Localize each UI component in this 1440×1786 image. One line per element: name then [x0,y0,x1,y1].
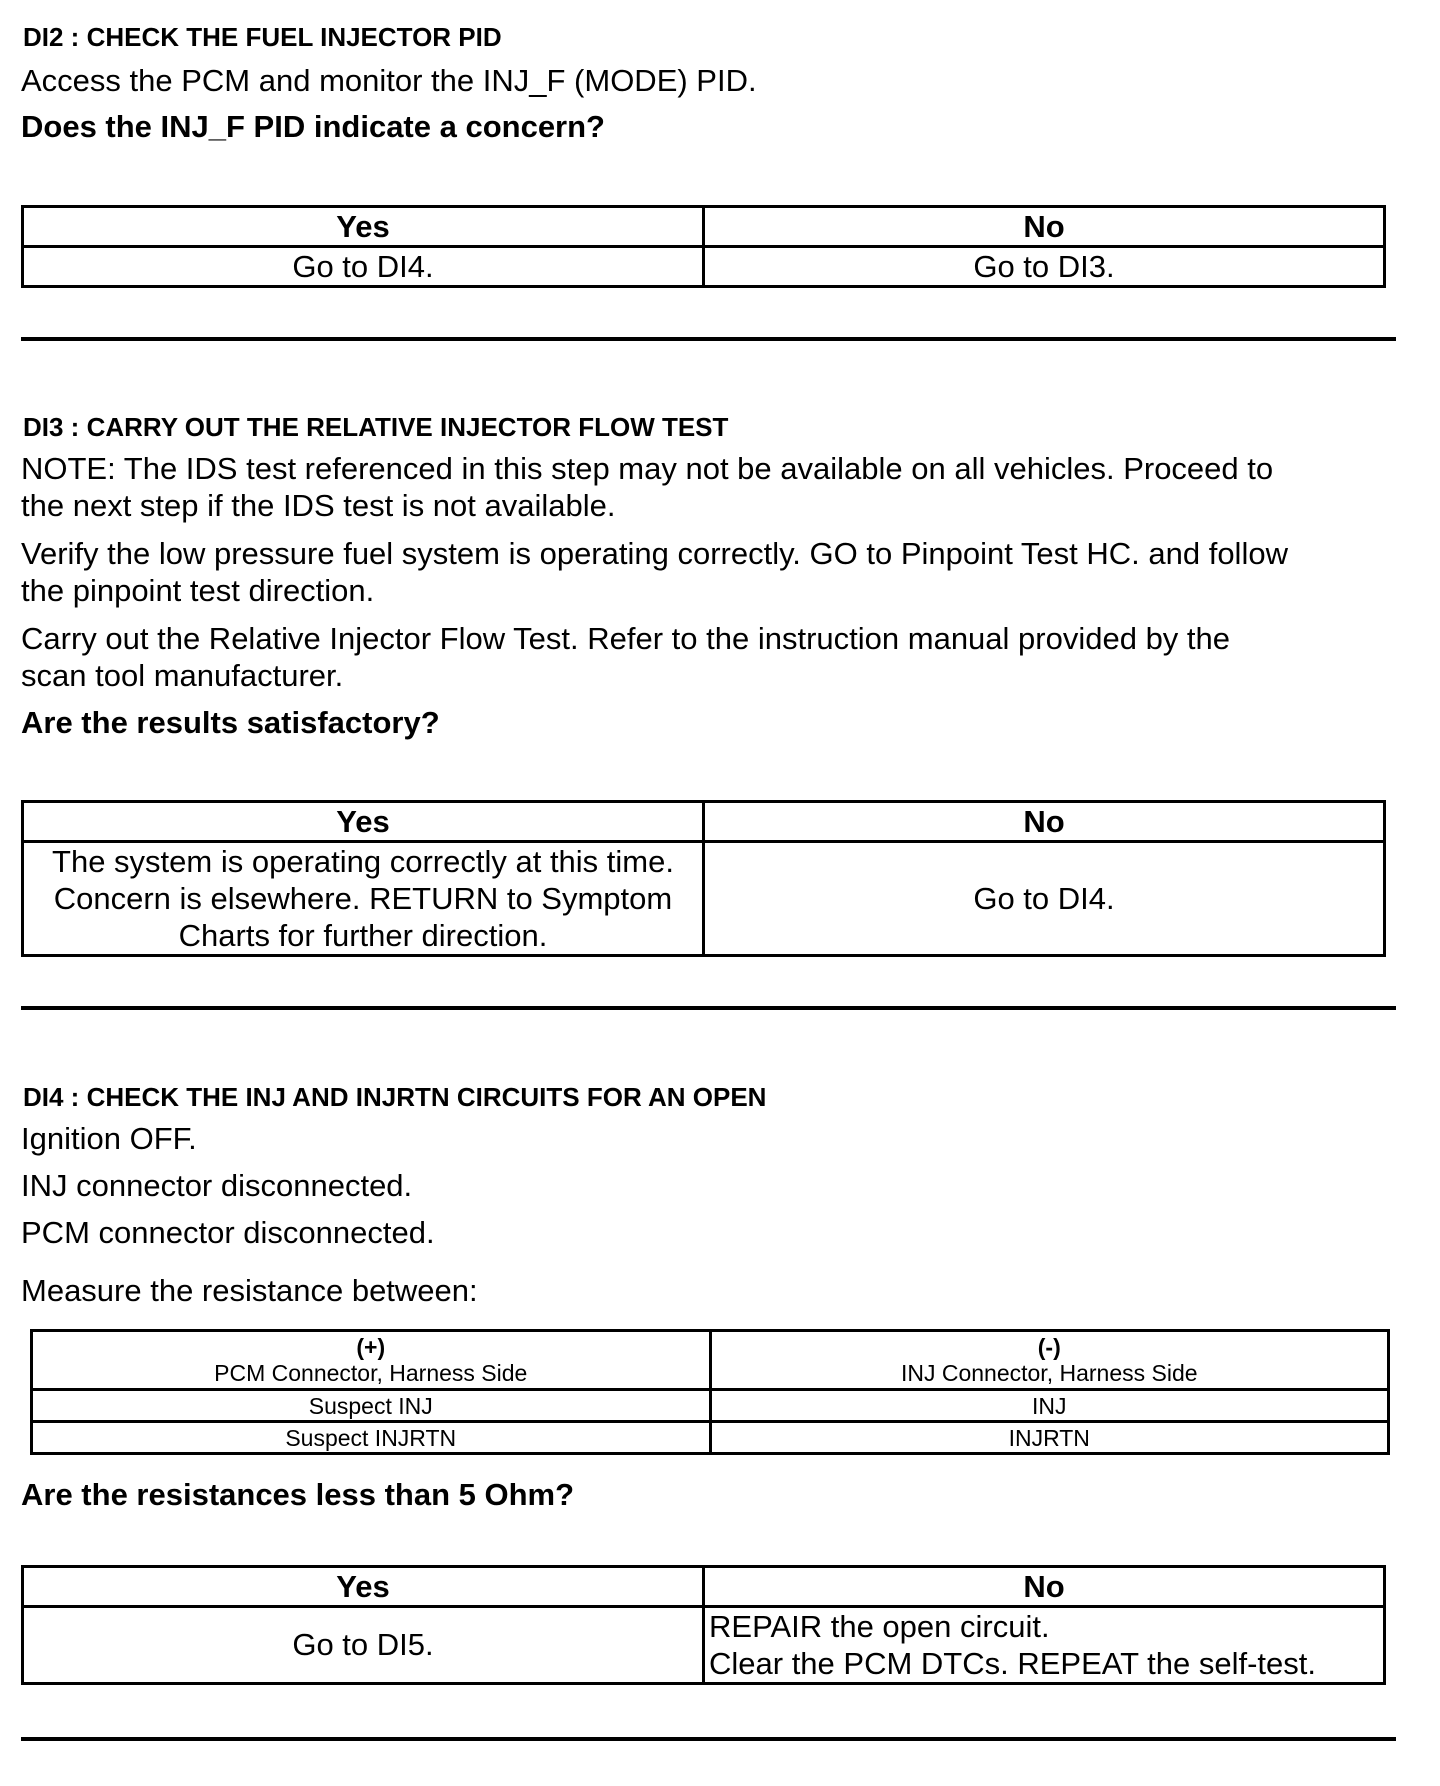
pcm-connector-header [32,1331,711,1390]
di4-measure-label: Measure the resistance between: [21,1273,478,1308]
di3-question: Are the results satisfactory? [21,705,440,740]
measurement-neg-cell: INJ [710,1390,1389,1422]
di2-no-action: Go to DI3. [704,247,1385,287]
measurement-pos-cell: Suspect INJ [32,1390,711,1422]
di4-step: INJ connector disconnected. [21,1168,413,1203]
di2-decision-table [21,205,1386,288]
di4-measurement-table [30,1329,1390,1455]
di4-yes-action: Go to DI5. [23,1607,704,1684]
di4-yes-header: Yes [23,1567,704,1607]
measurement-neg-cell: INJRTN [710,1422,1389,1454]
di4-decision-table [21,1565,1386,1685]
di4-heading: DI4 : CHECK THE INJ AND INJRTN CIRCUITS FOR AN OPEN [23,1082,767,1112]
measurement-pos-cell: Suspect INJRTN [32,1422,711,1454]
di4-no-header: No [704,1567,1385,1607]
di3-carry-out [21,620,1230,694]
di4-question: Are the resistances less than 5 Ohm? [21,1477,575,1512]
inj-connector-header [710,1331,1389,1390]
di4-step: Ignition OFF. [21,1121,197,1156]
di4-no-action [704,1607,1385,1684]
di3-verify [21,535,1288,609]
di3-decision-table [21,800,1386,957]
di3-note [21,450,1273,524]
di4-no-line: Clear the PCM DTCs. REPEAT the self-test. [709,1646,1316,1681]
positive-probe-symbol: (+) [356,1334,386,1360]
di3-verify-line: the pinpoint test direction. [21,573,375,608]
di2-yes-action: Go to DI4. [23,247,704,287]
pcm-connector-label: PCM Connector, Harness Side [214,1360,528,1386]
di2-yes-header: Yes [23,207,704,247]
di3-yes-line: Concern is elsewhere. RETURN to Symptom [53,881,673,916]
section-divider [21,1006,1396,1010]
di3-yes-action [23,842,704,956]
di3-no-action: Go to DI4. [704,842,1385,956]
di2-question: Does the INJ_F PID indicate a concern? [21,109,605,144]
di2-no-header: No [704,207,1385,247]
di2-heading: DI2 : CHECK THE FUEL INJECTOR PID [23,22,502,52]
di3-heading: DI3 : CARRY OUT THE RELATIVE INJECTOR FLOW TEST [23,412,729,442]
section-divider [21,337,1396,341]
di4-no-line: REPAIR the open circuit. [709,1609,1050,1644]
di3-verify-line: Verify the low pressure fuel system is operating correctly. GO to Pinpoint Test HC. and follow [21,536,1288,571]
di3-note-line: NOTE: The IDS test referenced in this step may not be available on all vehicles. Proceed to [21,451,1274,486]
di3-carry-line: Carry out the Relative Injector Flow Test. Refer to the instruction manual provided by the [21,621,1231,656]
di3-yes-line: Charts for further direction. [178,918,548,953]
di3-yes-line: The system is operating correctly at this time. [52,844,674,879]
di3-note-line: the next step if the IDS test is not available. [21,488,616,523]
section-divider [21,1737,1396,1741]
di3-no-header: No [704,802,1385,842]
di3-yes-header: Yes [23,802,704,842]
inj-connector-label: INJ Connector, Harness Side [900,1360,1198,1386]
di2-instruction: Access the PCM and monitor the INJ_F (MODE) PID. [21,63,757,98]
di3-carry-line: scan tool manufacturer. [21,658,344,693]
di4-step: PCM connector disconnected. [21,1215,435,1250]
negative-probe-symbol: (-) [1037,1334,1061,1360]
